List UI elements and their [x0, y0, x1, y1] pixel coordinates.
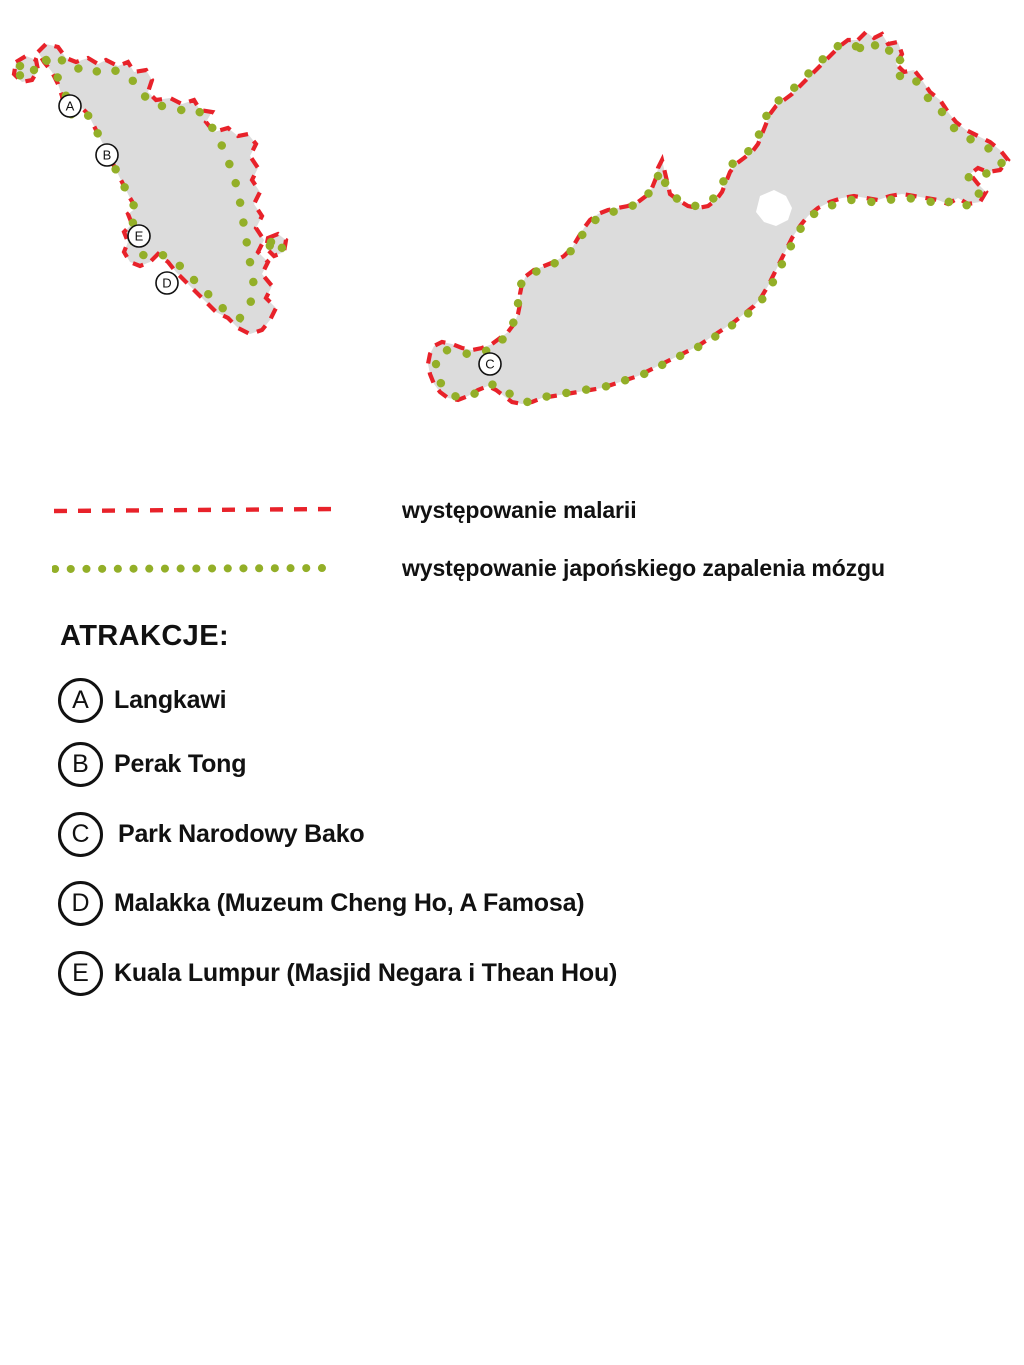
legend-row-malaria — [0, 490, 1024, 530]
map-marker-label-e: E — [134, 228, 144, 244]
legend-label-malaria: występowanie malarii — [402, 496, 637, 523]
map-marker-C[interactable] — [479, 353, 501, 375]
attraction-label-malakka: Malakka (Muzeum Cheng Ho, A Famosa) — [114, 889, 585, 917]
attraction-label-kuala-lumpur: Kuala Lumpur (Masjid Negara i Thean Hou) — [114, 959, 618, 987]
map-marker-E[interactable] — [128, 225, 150, 247]
map-marker-D[interactable] — [156, 272, 178, 294]
map-marker-B[interactable] — [96, 144, 118, 166]
attraction-badge-b: B — [58, 742, 103, 787]
attraction-badge-d: D — [58, 881, 103, 926]
attraction-badge-a: A — [58, 678, 103, 723]
attraction-badge-c: C — [58, 812, 103, 857]
borneo-land-shape — [428, 32, 1008, 404]
map-marker-label-b: B — [102, 147, 112, 163]
east-malaysia-landmass — [428, 32, 1008, 404]
map-figure — [0, 0, 1024, 440]
attraction-label-park-narodowy-bako: Park Narodowy Bako — [118, 820, 365, 848]
malaria-line-swatch — [52, 498, 338, 522]
attractions-title: ATRAKCJE: — [60, 620, 230, 652]
japanese-encephalitis-line-swatch — [52, 556, 338, 580]
attraction-label-perak-tong: Perak Tong — [114, 750, 247, 778]
attraction-item-langkawi[interactable] — [58, 678, 226, 723]
attraction-item-kuala-lumpur[interactable] — [58, 951, 617, 996]
attraction-badge-e: E — [58, 951, 103, 996]
attraction-item-malakka[interactable] — [58, 881, 584, 926]
map-marker-A[interactable] — [59, 95, 81, 117]
map-marker-label-a: A — [65, 98, 75, 114]
map-marker-label-d: D — [162, 275, 172, 291]
attraction-label-langkawi: Langkawi — [114, 686, 227, 714]
legend-label-japanese-encephalitis: występowanie japońskiego zapalenia mózgu — [402, 554, 885, 581]
attraction-item-perak-tong[interactable] — [58, 742, 246, 787]
malaysia-map — [0, 0, 1024, 440]
map-marker-label-c: C — [485, 356, 495, 372]
legend-row-japanese-encephalitis — [0, 548, 1024, 588]
attraction-item-park-narodowy-bako[interactable] — [58, 812, 365, 857]
peninsula-land-shape — [38, 44, 276, 334]
